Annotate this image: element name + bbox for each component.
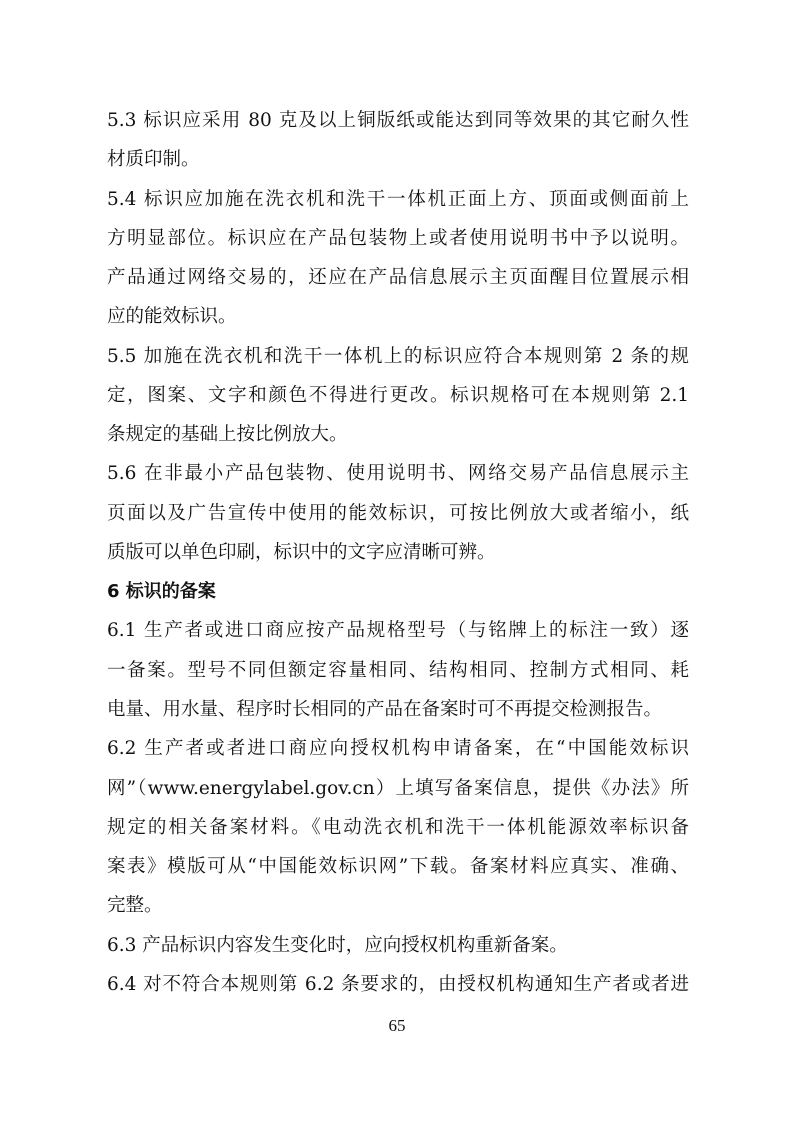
text-line: 完整。 [107, 895, 163, 917]
text-line: 6.3 产品标识内容发生变化时，应向授权机构重新备案。 [107, 934, 568, 956]
text-line: 材质印制。 [107, 149, 200, 171]
text-line: 6.2 生产者或者进口商应向授权机构申请备案，在“中国能效标识 [107, 738, 689, 760]
text-line: 质版可以单色印刷，标识中的文字应清晰可辨。 [107, 541, 496, 563]
text-line: 5.3 标识应采用 80 克及以上铜版纸或能达到同等效果的其它耐久性 [107, 110, 689, 131]
text-line: 5.4 标识应加施在洗衣机和洗干一体机正面上方、顶面或侧面前上 [107, 188, 689, 210]
text-line: 案表》模版可从“中国能效标识网”下载。备案材料应真实、准确、 [107, 856, 689, 878]
section-heading [107, 572, 689, 611]
text-line: 网”（www.energylabel.gov.cn）上填写备案信息，提供《办法》所 [107, 777, 689, 799]
paragraph [107, 454, 689, 572]
paragraph [107, 180, 689, 337]
text-line: 页面以及广告宣传中使用的能效标识，可按比例放大或者缩小，纸 [107, 502, 689, 524]
text-line: 5.6 在非最小产品包装物、使用说明书、网络交易产品信息展示主 [107, 463, 689, 485]
text-line: 产品通过网络交易的，还应在产品信息展示主页面醒目位置展示相 [107, 267, 689, 289]
paragraph [107, 965, 689, 1004]
paragraph [107, 729, 689, 925]
document-body [107, 101, 689, 1004]
text-line: 一备案。型号不同但额定容量相同、结构相同、控制方式相同、耗 [107, 659, 689, 681]
text-line: 规定的相关备案材料。《电动洗衣机和洗干一体机能源效率标识备 [107, 816, 689, 838]
text-line: 6 标识的备案 [107, 581, 216, 603]
text-line: 方明显部位。标识应在产品包装物上或者使用说明书中予以说明。 [107, 227, 689, 249]
paragraph [107, 611, 689, 729]
paragraph [107, 337, 689, 455]
text-line: 定，图案、文字和颜色不得进行更改。标识规格可在本规则第 2.1 [107, 384, 689, 406]
text-line: 应的能效标识。 [107, 306, 237, 328]
paragraph [107, 926, 689, 965]
paragraph [107, 101, 689, 180]
page-number: 65 [388, 1016, 406, 1035]
text-line: 5.5 加施在洗衣机和洗干一体机上的标识应符合本规则第 2 条的规 [107, 345, 689, 367]
text-line: 6.1 生产者或进口商应按产品规格型号（与铭牌上的标注一致）逐 [107, 620, 689, 642]
text-line: 电量、用水量、程序时长相同的产品在备案时可不再提交检测报告。 [107, 698, 663, 720]
text-line: 6.4 对不符合本规则第 6.2 条要求的，由授权机构通知生产者或者进 [107, 973, 689, 995]
text-line: 条规定的基础上按比例放大。 [107, 424, 348, 446]
